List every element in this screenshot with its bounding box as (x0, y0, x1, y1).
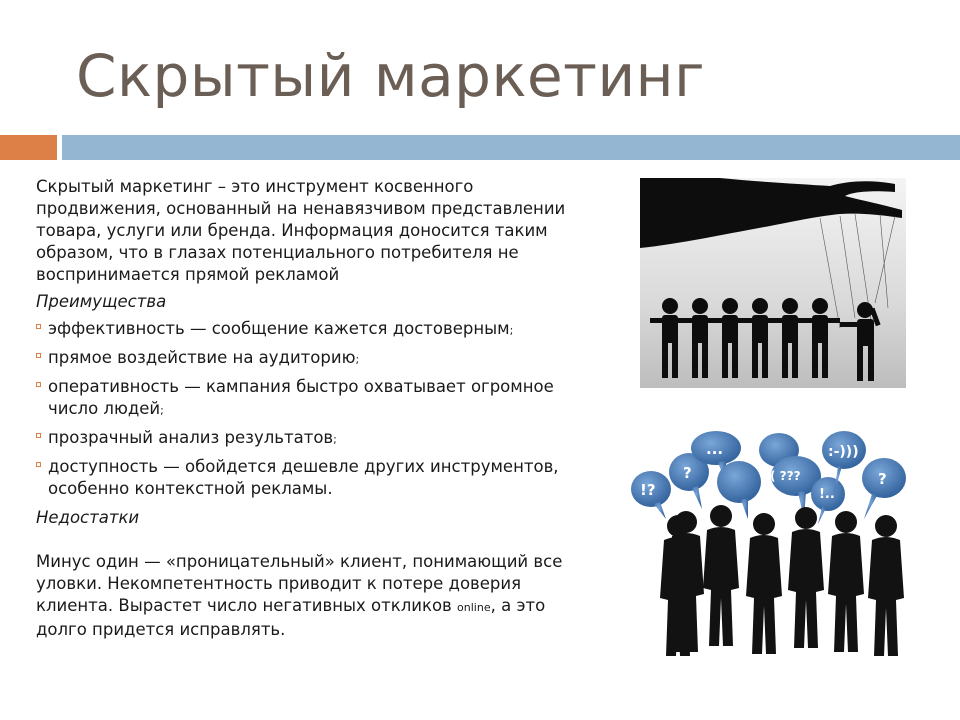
disadvantages-paragraph (36, 551, 596, 641)
advantage-item (36, 427, 596, 451)
slide-title: Скрытый маркетинг (76, 42, 706, 110)
bullet-square-icon (36, 353, 41, 358)
accent-bar-orange (0, 135, 57, 160)
puppet-master-hand-icon (640, 178, 906, 388)
bubble-text: ? (683, 464, 692, 482)
disadvantages-online: online (457, 601, 491, 614)
advantage-end: ; (509, 324, 514, 337)
advantage-end: ; (160, 404, 164, 417)
advantage-text: оперативность — кампания быстро охватывает огромное число людей (48, 377, 554, 418)
advantage-end: ; (333, 433, 337, 446)
advantage-end: ; (355, 353, 360, 366)
bubble-text: ... (706, 440, 724, 458)
bullet-square-icon (36, 462, 41, 467)
disadvantages-heading: Недостатки (36, 508, 140, 527)
bullet-square-icon (36, 433, 41, 438)
slide-body (36, 176, 596, 641)
crowd-speech-bubbles-icon (626, 424, 914, 656)
bullet-square-icon (36, 382, 41, 387)
advantage-text: эффективность — сообщение кажется достоверным (48, 319, 510, 338)
bullet-square-icon (36, 324, 41, 329)
advantage-item (36, 456, 596, 502)
advantage-text: прозрачный анализ результатов (48, 428, 334, 447)
bubble-text: !? (640, 481, 656, 499)
advantage-text: доступность — обойдется дешевле других инструментов, особенно контекстной рекламы. (48, 457, 559, 498)
intro-paragraph: Скрытый маркетинг – это инструмент косвенного продвижения, основанный на ненавязчивом представлении товара, услуги или бренда. Информация доносится таким образом, что в глазах потенциального потребителя не воспринимается прямой рекламой (36, 177, 566, 284)
bubble-text: ? (878, 470, 887, 488)
advantages-heading: Преимущества (36, 292, 167, 311)
advantage-item (36, 318, 596, 342)
accent-bar-blue (62, 135, 960, 160)
bubble-text: ( ??? (770, 469, 801, 483)
advantage-item (36, 376, 596, 422)
bubble-text: !.. (819, 487, 835, 502)
advantage-item (36, 347, 596, 371)
advantage-text: прямое воздействие на аудиторию (48, 348, 356, 367)
bubble-text: :-))) (828, 444, 859, 460)
disadvantages-text-1: Минус один — «проницательный» клиент, понимающий все уловки. Некомпетентность приводит к потере доверия клиента. Вырастет число негативных откликов (36, 552, 563, 615)
disadvantages-text-2: , а это долго придется исправлять. (36, 596, 546, 639)
